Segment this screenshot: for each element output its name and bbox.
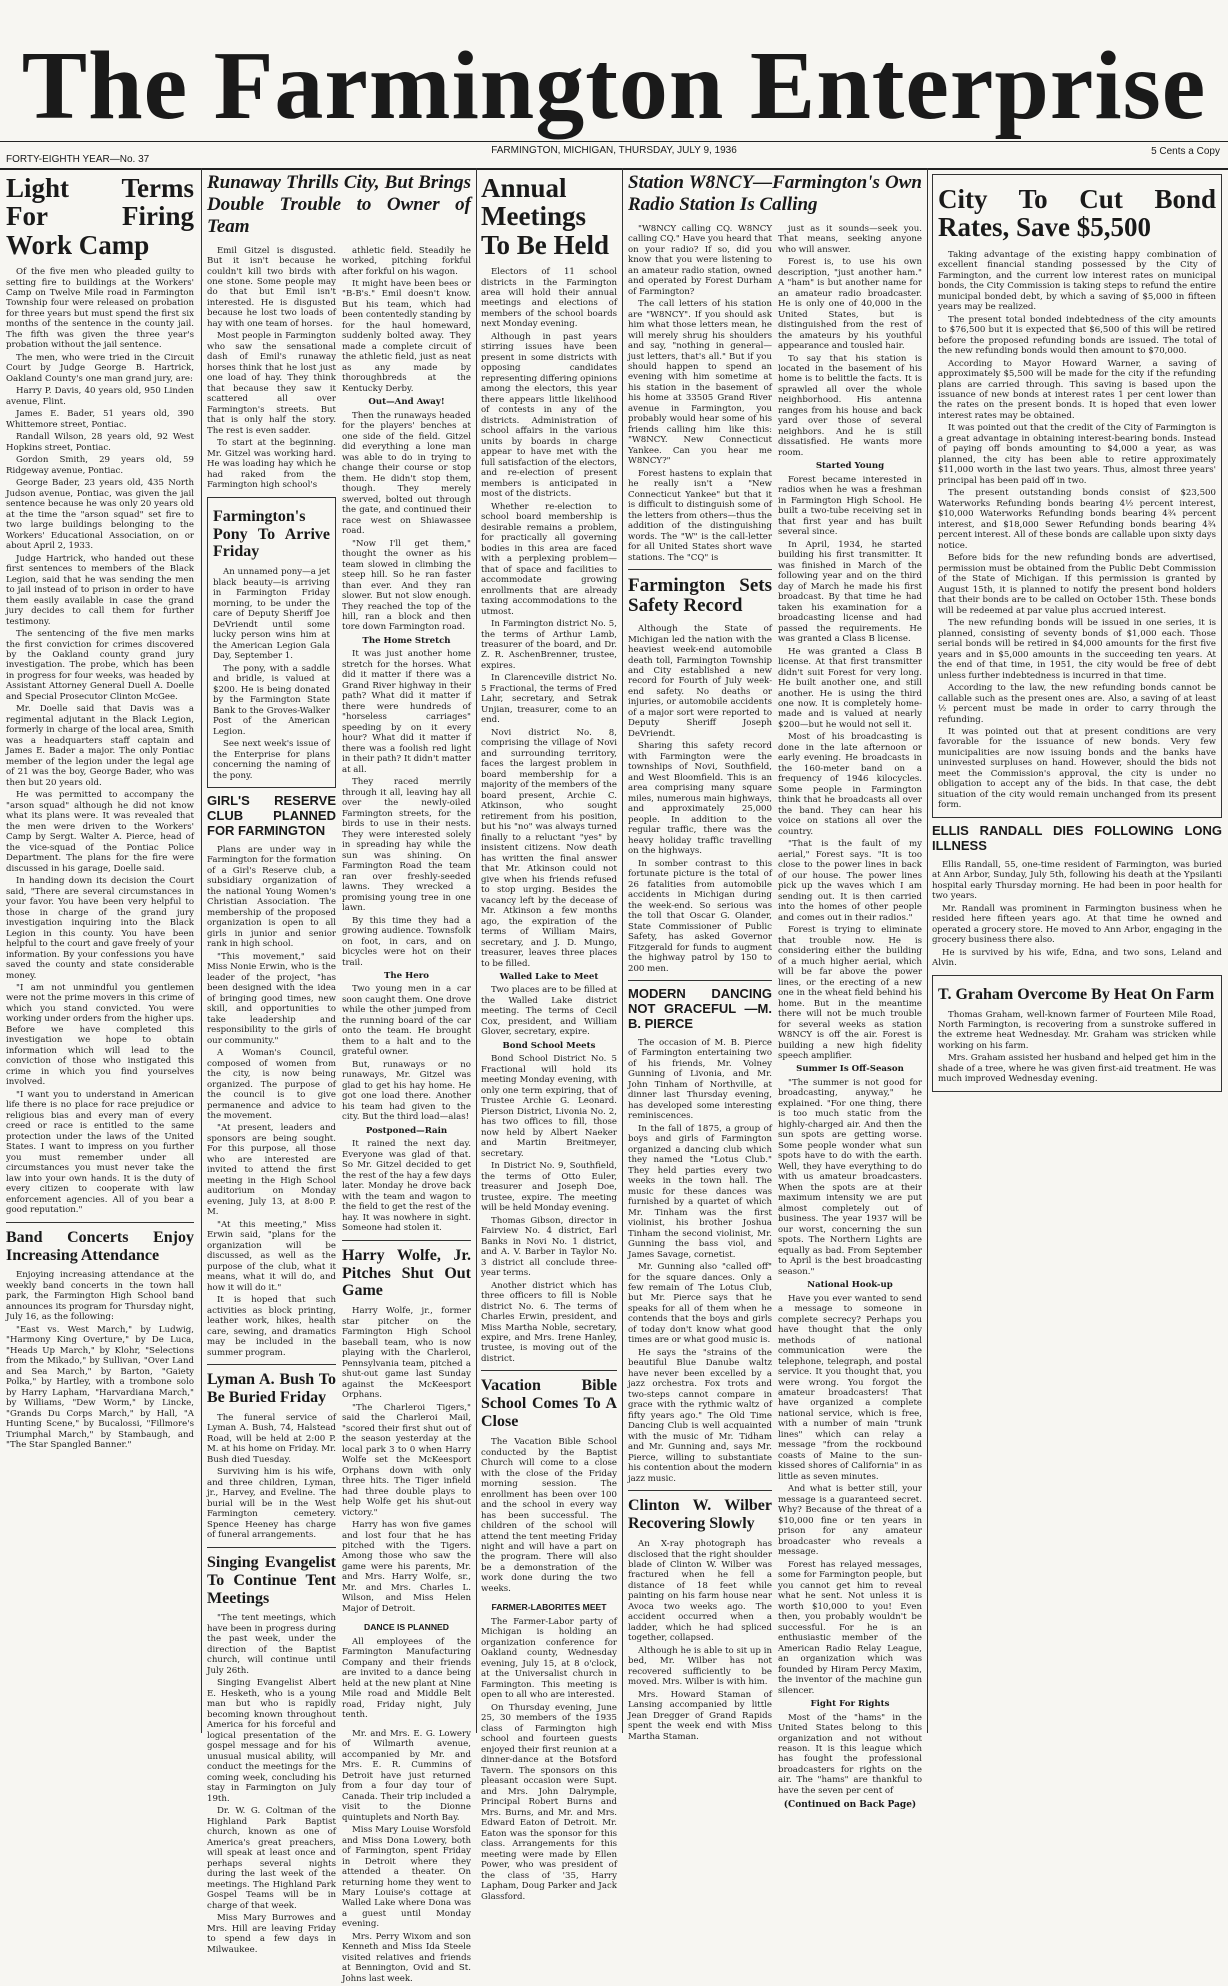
paragraph: It was just another home stretch for the horses. What did it matter if there was a Grand River highway in their path? What did it matter if there were hundreds of "horseless carriages" speeding by on it every hour? What did it matter if there was a foolish red light in their path? It didn't matter at all.: [342, 649, 471, 775]
article-modern-dancing: [628, 1038, 772, 1484]
headline-vacation-bible: Vacation Bible School Comes To A Close: [481, 1377, 617, 1431]
paragraph: Mrs. Graham assisted her husband and helped get him in the shade of a tree, where he was given first-aid treatment. He was much improved Wednesday evening.: [938, 1053, 1216, 1085]
article-pony: [213, 567, 330, 781]
paragraph: "Now I'll get them," thought the owner as his team slowed in climbing the steep hill. So he ran faster than ever. And they ran slower. But not slow enough. They reached the top of the hill, ran a block and then tore down Farmington road.: [342, 538, 471, 633]
paragraph: The sentencing of the five men marks the first conviction for crimes discovered by the Oakland county grand jury investigation. The probe, which has been in progress for four weeks, was headed by Assistant Attorney General Duell A. Doelle and Special Prosecutor Clinton McGee.: [6, 629, 194, 702]
paragraph: It is hoped that such activities as block printing, leather work, hikes, health care, sewing, and dramatics may be included in the summer program.: [207, 1295, 336, 1358]
paragraph: James E. Bader, 51 years old, 390 Whittemore street, Pontiac.: [6, 409, 194, 430]
paragraph: The men, who were tried in the Circuit Court by Judge George B. Hartrick, Oakland County's one man grand jury, are:: [6, 352, 194, 384]
subhead-walled-lake: Walled Lake to Meet: [499, 972, 599, 982]
paragraph: "That is the fault of my aerial," Forest says. "It is too close to the power lines in back of our house. The power lines pick up the waves which I am sending out. It is then carried into the homes of other people and comes out in their radios.": [778, 839, 922, 923]
paragraph: Harry P. Davis, 40 years old, 950 Linden avenue, Flint.: [6, 386, 194, 407]
headline-work-camp: Light Terms For Firing Work Camp: [6, 173, 194, 260]
article-girls-reserve: [207, 845, 336, 1358]
headline-harry-wolfe: Harry Wolfe, Jr. Pitches Shut Out Game: [342, 1246, 471, 1300]
article-band-concerts: [6, 1270, 194, 1450]
paragraph: In Farmington district No. 5, the terms of Arthur Lamb, treasurer of the board, and Dr. Z. R. AschenBrenner, trustee, expires.: [481, 619, 617, 671]
article-w8ncy-g: [778, 1713, 922, 1797]
paragraph: The funeral service of Lyman A. Bush, 74, Halstead Road, will be held at 2:00 P. M. at his home on Friday. Mr. Bush died Tuesday.: [207, 1412, 336, 1465]
article-runaway-d: [342, 649, 471, 968]
paragraph: Electors of 11 school districts in the Farmington area will hold their annual meetings and elections of members of the school boards next Monday evening.: [481, 267, 617, 330]
paragraph: "East vs. West March," by Ludwig, "Harmony King Overture," by De Luca, "Heads Up March," by Klohr, "Selections from the Mikado," by Sullivan, "Over Land and Sea March," by Barton, "Gaiety Polka," by Hartley, with a trombone solo by Harry Lapham, "Harvardiana March," by Williams, "Dew Worm," by Lincke, "Grands Du Corps March," by Hall, "A Hunting Scene," by Bucalossi, "Fillmore's Triumphal March," by Stambaugh, and "The Star Spangled Banner.": [6, 1324, 194, 1451]
volume-number: FORTY-EIGHTH YEAR—No. 37: [6, 154, 150, 165]
subhead-home-stretch: The Home Stretch: [362, 635, 451, 646]
column-rule: [622, 168, 623, 1733]
headline-ellis-randall: ELLIS RANDALL DIES FOLLOWING LONG ILLNESS: [932, 822, 1222, 853]
article-runaway-b: [342, 246, 471, 395]
paragraph: Gordon Smith, 29 years old, 59 Ridgeway avenue, Pontiac.: [6, 455, 194, 476]
article-w8ncy-f: [778, 1294, 922, 1696]
paragraph: Randall Wilson, 28 years old, 92 West Hopkins street, Pontiac.: [6, 432, 194, 453]
paragraph: Although the State of Michigan led the nation with the heaviest week-end automobile death toll, Farmington Township and City established a new record for Fourth of July week-end safety. No deaths or injuries, or automobile accidents of a major sort were reported to Deputy Sheriff Joseph DeVriendt.: [628, 624, 772, 739]
subhead-started-young: Started Young: [815, 461, 885, 472]
article-ellis-randall: [932, 860, 1222, 969]
paragraph: Miss Mary Burrowes and Mrs. Hill are leaving Friday to spend a few days in Milwaukee.: [207, 1913, 336, 1955]
article-bond-school: [481, 1054, 617, 1364]
paragraph: George Bader, 23 years old, 435 North Judson avenue, Pontiac, was given the jail sentence because he was only 20 years old at the time the "arson squad" set fire to two large buildings belonging to the Workers' Educational Association, on or about April 2, 1933.: [6, 478, 194, 552]
paragraph: Sharing this safety record with Farmington were the townships of Novi, Southfield, and West Bloomfield. This is an area comprising many square miles, numerous main highways, and approximately 25,000 people. In addition to the regular traffic, there was the heavy holiday traffic travelling on the highways.: [628, 741, 772, 857]
paragraph: To say that his station is located in the basement of his home is to belittle the facts. It is sprawled all over the whole neighborhood. His antenna ranges from his house and back yard over those of several neighbors. And he is still dissatisfied. He wants more room.: [778, 353, 922, 458]
paragraph: The present total bonded indebtedness of the city amounts to $76,500 but it is expected that $6,500 of this will be retired before the proposed refunding bonds are issued. The total of the new refunding bonds would then amount to $70,000.: [938, 314, 1216, 357]
paragraph: Harry Wolfe, jr., former star pitcher on the Farmington High School baseball team, who is now playing with the Charleroi, Pennsylvania team, pitched a shut-out game last Sunday against the McKeesport Orphans.: [342, 1306, 471, 1401]
paragraph: Most of his broadcasting is done in the late afternoon or early evening. He broadcasts in the 160-meter band on a frequency of 1946 kilocycles. Some people in Farmington think that he broadcasts all over the band. They can hear his voice on stations all over the country.: [778, 732, 922, 837]
paragraph: It might have been bees or "B-B's." Emil doesn't know. But his team, which had been contentedly standing by for the haul homeward, suddenly bolted away. They made a complete circuit of the athletic field, just as neat as any made by thoroughbreds at the Kentucky Derby.: [342, 278, 471, 394]
paragraph: "This movement," said Miss Nonie Erwin, who is the leader of the project, "has been designed with the idea of bringing good times, new skill, and opportunities to take leadership and responsibility to the girls of our community.": [207, 951, 336, 1046]
paragraph: By this time they had a growing audience. Townsfolk on foot, in cars, and on bicycles were hot on their trail.: [342, 915, 471, 968]
paragraph: The Farmer-Labor party of Michigan is holding an organization conference for Oakland county, Wednesday evening, July 15, at 8 o'clock, at the Universalist church in Farmington. This meeting is open to all who are interested.: [481, 1616, 617, 1701]
column-5: [932, 168, 1222, 1733]
subhead-off-season: Summer Is Off-Season: [796, 1064, 904, 1075]
paragraph: An unnamed pony—a jet black beauty—is arriving in Farmington Friday morning, to be under the care of Deputy Sheriff Joe DeVriendt until some lucky person wins him at the American Legion Gala Day, September 1.: [213, 567, 330, 662]
paragraph: Forest has relayed messages, some for Farmington people, but you cannot get him to reveal what he sent. Not unless it is worth $10,000 to you! Even then, you probably wouldn't be successful. For he is an enthusiastic member of the American Radio Relay League, an organization which was founded by Hiram Percy Maxim, the inventor of the machine gun silencer.: [778, 1559, 922, 1696]
paragraph: Most people in Farmington who saw the sensational dash of Emil's runaway horses think that he lost just one load of hay. They think that because they saw it scattered all over Farmington's streets. But that is only half the story. The rest is even sadder.: [207, 331, 336, 436]
paragraph: He was granted a Class B license. At that first transmitter didn't suit Forest for very long. He built another one, and still another. He is using the third one now. It is completely home-made and is valued at nearly $200—but he would not sell it.: [778, 646, 922, 730]
paragraph: According to Mayor Howard Warner, a saving of approximately $5,500 will be made for the city if the refunding plans are carried through. This saving is based upon the issuance of new bonds at interest rates 1 per cent lower than the rates on the present bonds. It is hoped that even lower interest rates may be obtained.: [938, 358, 1216, 421]
article-walled-lake: [481, 985, 617, 1037]
paragraph: "I am not unmindful you gentlemen were not the prime movers in this crime of which you stand convicted. You were working under orders from the higher ups. Before we have completed this investigation we hope to obtain information which will lead to the conviction of those who instigated this crime in which you find yourselves involved.: [6, 983, 194, 1088]
paragraph: Have you ever wanted to send a message to someone in complete secrecy? Perhaps you have thought that the only methods of national communication were the telephone, telegraph, and postal service. It you thought that, you were wrong. You forgot the amateur broadcasters! That have organized a complete national service, which is free, with a number of main "trunk lines" which can relay a message "from the rockbound coasts of Maine to the sun-kissed shores of California" in as little as seven minutes.: [778, 1293, 922, 1482]
paragraph: Another district which has three officers to fill is Noble district No. 6. The terms of Charles Erwin, president, and Miss Martha Noble, secretary, expire, and Mrs. Irene Hanley, trustee, is moving out of the district.: [481, 1280, 617, 1364]
paragraph: Taking advantage of the existing happy combination of excellent financial standing possessed by the City of Farmington, and the current low interest rates on municipal bonds, the City Commission is taking steps to refund the entire municipal bonded debt, by which a saving of $5,000 in fifteen years may be realized.: [938, 249, 1216, 313]
headline-bond-rates: City To Cut Bond Rates, Save $5,500: [938, 184, 1216, 243]
paragraph: In somber contrast to this fortunate picture is the total of 26 fatalities from automobile accidents in Michigan during the week-end. So serious was the toll that Oscar G. Olander, State Commissioner of Public Safety, has asked Governor Fitzgerald for funds to augment the highway patrol by 150 to 200 men.: [628, 858, 772, 974]
paragraph: "At this meeting," Miss Erwin said, "plans for the organization will be discussed, as well as the purpose of the club, what it means, what it will do, and how it will do it.": [207, 1219, 336, 1293]
headline-graham: T. Graham Overcome By Heat On Farm: [938, 985, 1215, 1003]
paragraph: Dr. W. G. Coltman of the Highland Park Baptist church, known as one of America's great preachers, will speak at least once and perhaps several nights during the last week of the meetings. The Highland Park Gospel Teams will be in charge of that week.: [207, 1806, 336, 1911]
headline-dance-planned: DANCE IS PLANNED: [364, 1622, 449, 1633]
headline-annual-meetings: Annual Meetings To Be Held: [481, 173, 610, 260]
article-farmer-laborites: [481, 1617, 617, 1902]
article-dance-planned: [342, 1637, 471, 1721]
paragraph: "W8NCY calling CQ. W8NCY calling CQ." Have you heard that on your radio? If so, did you know that you were listening to an amateur radio station, owned and operated by Forest Durham of Farmington?: [628, 223, 772, 297]
column-3: [481, 168, 617, 1902]
paragraph: Two young men in a car soon caught them. One drove while the other jumped from the running board of the car onto the team. He brought them to a halt and to the grateful owner.: [342, 984, 471, 1058]
article-w8ncy-c: [778, 475, 922, 645]
subhead-hero: The Hero: [384, 970, 429, 981]
price: 5 Cents a Copy: [1151, 146, 1220, 157]
headline-lyman-bush: Lyman A. Bush To Be Buried Friday: [207, 1371, 336, 1407]
paragraph: The present outstanding bonds consist of $23,500 Waterworks Refunding bonds bearing 4½ percent interest, $10,000 Waterworks Refunding bonds bearing 4¾ percent interest, and $18,000 Sewer Refunding bonds bearing 4¾ percent interest. All of these bonds are callable upon sixty days notice.: [938, 488, 1216, 551]
paragraph: Thomas Graham, well-known farmer of Fourteen Mile Road, North Farmington, is recovering from a sunstroke suffered in the extreme heat Wednesday. Mr. Graham was stricken while working on his farm.: [938, 1009, 1216, 1051]
headline-safety-record: Farmington Sets Safety Record: [628, 575, 772, 617]
paragraph: A Woman's Council, composed of women from the city, is now being organized. The purpose of the council is to give permanence and advice to the movement.: [207, 1048, 336, 1121]
paragraph: Mrs. Perry Wixom and son Kenneth and Miss Ida Steele visited relatives and friends at Bennington, Ovid and St. Johns last week.: [342, 1931, 471, 1984]
article-runaway-a: [207, 246, 336, 491]
paragraph: Ellis Randall, 55, one-time resident of Farmington, was buried at Ann Arbor, Sunday, July 5th, following his death at the Ypsilanti hospital early Thursday morning. He had been in poor health for two years.: [932, 859, 1222, 902]
article-runaway-f: [342, 1139, 471, 1233]
continued-note: (Continued on Back Page): [783, 1800, 917, 1811]
paragraph: Although in past years stirring issues have been present in some districts with opposing candidates representing differing opinions among the electors, this year there appears little likelihood of contests in any of the districts. Administration of school affairs in the various units by boards in charge appear to have met with the full satisfaction of the electors, and re-election of present members is anticipated in most of the districts.: [481, 331, 617, 500]
paragraph: He was permitted to accompany the "arson squad" although he did not know what its plans were. It was revealed that the men were driven to the Workers' Camp by Sergt. Walter A. Pierce, head of the vice-squad of the Pontiac Police Department. The plans for the fire were discussed in his garage, Doelle said.: [6, 790, 194, 874]
paragraph: See next week's issue of the Enterprise for plans concerning the naming of the pony.: [213, 739, 330, 781]
paragraph: Forest is, to use his own description, "just another ham." A "ham" is but another name for an amateur radio broadcaster. He is only one of 40,000 in the United States, but is distinguished from the rest of the amateurs by his youthful appearance and tousled hair.: [778, 257, 922, 352]
column-rule: [927, 168, 928, 1733]
paragraph: Before bids for the new refunding bonds are advertised, permission must be obtained from the Public Debt Commission of the State of Michigan. If this permission is granted by August 15th, it is planned to notify the present bond holders that their bonds are to be called on October 15th. These bonds will be redeemed at par value plus accrued interest.: [938, 553, 1216, 616]
paragraph: Miss Mary Louise Worsfold and Miss Dona Lowery, both of Farmington, spent Friday in Detroit where they attended a theater. On returning home they went to Mary Louise's cottage at Walled Lake where Dona was a guest until Monday evening.: [342, 1825, 471, 1930]
paragraph: The pony, with a saddle and bridle, is valued at $200. He is being donated by the Farmington State Bank to the Groves-Walker Post of the American Legion.: [213, 663, 330, 737]
paragraph: It was pointed out that the credit of the City of Farmington is a great advantage in obtaining interest-bearing bonds. Instead of paying off bonds amounting to $4,000 a year, as was planned, the city has been able to retire approximately $11,000 worth in the last two years. Thus, almost three years' principal has been paid off in two.: [938, 423, 1216, 486]
paragraph: Mr. Randall was prominent in Farmington business when he resided here fifteen years ago. At that time he owned and operated a grocery store. He moved to Ann Arbor, engaging in the grocery business there also.: [932, 903, 1222, 946]
subhead-out-and-away: Out—And Away!: [368, 397, 445, 408]
paragraph: Of the five men who pleaded guilty to setting fire to buildings at the Workers' Camp on Twelve Mile road in Farmington Township four were released on probation for three years but must spend the first six months of the sentence in the county jail. The fifth was given the three year's probation without the jail sentence.: [6, 267, 194, 351]
article-w8ncy-b: [778, 224, 922, 459]
paragraph: "The tent meetings, which have been in progress during the past week, under the direction of the Baptist church, will continue until July 26th.: [207, 1613, 336, 1676]
article-w8ncy-d: [778, 647, 922, 1062]
article-runaway-e: [342, 984, 471, 1122]
paragraph: Although he is able to sit up in bed, Mr. Wilber has not recovered sufficiently to be moved. Mrs. Wilber is with him.: [628, 1645, 772, 1688]
paragraph: Bond School District No. 5 Fractional will hold its meeting Monday evening, with only one term expiring, that of Trustee Archie G. Leonard. Pierson District, Livonia No. 2, has two offices to fill, those now held by Albert Naeker and Martin Breitmeyer, secretary.: [481, 1054, 617, 1159]
headline-girls-reserve: GIRL'S RESERVE CLUB PLANNED FOR FARMINGTON: [207, 793, 336, 838]
paragraph: But, runaways or no runaways, Mr. Gitzel was glad to get his hay home. He got one load there. Another his team had given to the city. But the third load—alas!: [342, 1059, 471, 1123]
article-bond-rates: [938, 250, 1216, 811]
headline-band-concerts: Band Concerts Enjoy Increasing Attendance: [6, 1228, 194, 1264]
headline-farmer-laborites: FARMER-LABORITES MEET: [491, 1602, 607, 1613]
paragraph: Mr. Gunning also "called off" for the square dances. Only a few remain of The Lotus Club, but Mr. Pierce says that he speaks for all of them when he contends that the boys and girls of today don't know what good times are or what good music is.: [628, 1262, 772, 1346]
paragraph: Plans are under way in Farmington for the formation of a Girl's Reserve club, a subsidiary organization of the national Young Women's Christian Association. The membership of the proposed organization is open to all girls in junior and senior rank in high school.: [207, 844, 336, 950]
paragraph: "The Charleroi Tigers," said the Charleroi Mail, "scored their first shut out of the season yesterday at the local park 3 to 0 when Harry Wolfe set the McKeesport Orphans down with only three hits. The Tiger infield had three double plays to help Wolfe get his shut-out victory.": [342, 1402, 471, 1518]
dateline-bar: [0, 141, 1228, 170]
paragraph: To start at the beginning. Mr. Gitzel was working hard. He was loading hay which he had raked from the Farmington high school's: [207, 438, 336, 491]
column-1: [6, 168, 194, 1733]
paragraph: Most of the "hams" in the United States belong to this organization and not without reason. It is this league which has fought the professional broadcasters for rights on the air. The "hams" are thankful to have the seven per cent of: [778, 1712, 922, 1796]
paragraph: In District No. 9, Southfield, the terms of Otto Euler, treasurer and Joseph Doe, trustee, expire. The meeting will be held Monday evening.: [481, 1161, 617, 1214]
headline-singing-evangelist: Singing Evangelist To Continue Tent Meetings: [207, 1553, 336, 1607]
paragraph: An X-ray photograph has disclosed that the right shoulder blade of Clinton W. Wilber was fractured when he fell a distance of 18 feet while painting on his farm house near Avoca two weeks ago. The accident occurred when a ladder, which he had spliced together, collapsed.: [628, 1539, 772, 1644]
paragraph: On Thursday evening, June 25, 30 members of the 1935 class of Farmington high school and fourteen guests enjoyed their first reunion at a dinner-dance at the Botsford Tavern. The sponsors on this pleasant occasion were Supt. and Mrs. John Dalrymple, Principal Robert Burns and Mrs. Burns, and Mr. and Mrs. Edward Eaton of Detroit. Mr. Eaton was the sponsor for this class. Arrangements for this meeting were made by Ellen Power, who was president of the class of '35, Harry Lapham, Doug Parker and Jack Glassford.: [481, 1702, 617, 1902]
column-2: [207, 168, 471, 1984]
paragraph: just as it sounds—seek you. That means, seeking anyone who will answer.: [778, 223, 922, 255]
subhead-national-hookup: National Hook-up: [807, 1280, 893, 1291]
subhead-postponed: Postponed—Rain: [365, 1125, 448, 1136]
paragraph: The new refunding bonds will be issued in one series, it is planned, consisting of seventy bonds of $1,000 each. Those serial bonds will be retired in $4,000 amounts for the first five years and in $5,000 amounts in the succeeding ten years. At the end of that time, in 1951, the city would be free of debt unless further indebtedness is incurred in that time.: [938, 618, 1216, 681]
article-singing-evangelist: [207, 1613, 336, 1955]
article-lowery: [342, 1729, 471, 1985]
paragraph: Surviving him is his wife, and three children, Lyman, jr., Harvey, and Eveline. The burial will be in the West Farmington cemetery. Spence Heeney has charge of funeral arrangements.: [207, 1467, 336, 1541]
article-vacation-bible: [481, 1437, 617, 1594]
article-annual-meetings: [481, 267, 617, 969]
subhead-bond-school: Bond School Meets: [502, 1040, 596, 1051]
article-runaway-c: [342, 411, 471, 633]
paragraph: Forest became interested in radios when he was a freshman in Farmington High School. He built a two-tube receiving set in that first year and has built several since.: [778, 474, 922, 538]
paragraph: Novi district No. 8, comprising the village of Novi and surrounding territory, faces the largest problem in board membership for a majority of the members of the board present, Archie C. Atkinson, who sought retirement from his position, but his "no" was always turned finally to a reluctant "yes" by insistent citizens. Now death has written the final answer that Mr. Atkinson could not give when his friends refused to stop urging. Besides the vacancy left by the decease of Mr. Atkinson a few months ago, the expiration of the terms of William Mairs, secretary, and J. D. Mungo, treasurer, leaves three places to be filled.: [481, 727, 617, 969]
paragraph: All employees of the Farmington Manufacturing Company and their friends are invited to a dance being held at the new plant at Nine Mile road and Middle Belt road, Friday night, July tenth.: [342, 1636, 471, 1721]
paragraph: Mr. and Mrs. E. G. Lowery of Wilmarth avenue, accompanied by Mr. and Mrs. E. R. Cummins of Detroit have just returned from a four day tour of Canada. Their trip included a visit to the Dionne quintuplets and North Bay.: [342, 1728, 471, 1823]
paragraph: He says the "strains of the beautiful Blue Danube waltz have never been excelled by a jazz orchestra. Fox trots and two-steps cannot compare in grace with the rythmic waltz of fifty years ago." The Old Time Dancing Club is well acquainted with the music of Mr. Tidham and Mr. Gunning and, says Mr. Pierce, willing to substantiate his contention about the modern jazz music.: [628, 1347, 772, 1484]
column-rule: [201, 168, 202, 1733]
paragraph: In the fall of 1875, a group of boys and girls of Farmington organized a dancing club which they named the "Lotus Club." They held parties every two weeks in the town hall. The music for these dances was furnished by a quartet of which Mr. Tinham was the first violinist, his brother Joshua Tinham the second violinist, Mr. Gunning the bass viol, and James Savage, cornetist.: [628, 1123, 772, 1260]
place-date: FARMINGTON, MICHIGAN, THURSDAY, JULY 9, 1936: [491, 145, 737, 156]
article-work-camp: [6, 267, 194, 1216]
headline-runaway: Runaway Thrills City, But Brings Double Trouble to Owner of Team: [207, 172, 471, 237]
paragraph: Thomas Gibson, director in Fairview No. 4 district, Earl Banks in Novi No. 1 district, and A. V. Barber in Taylor No. 3 district all conclude three-year terms.: [481, 1215, 617, 1279]
paragraph: According to the law, the new refunding bonds cannot be callable such as the present ones are. Also, a saving of at least ½ percent must be made in order to carry through the refunding.: [938, 683, 1216, 725]
paragraph: Enjoying increasing attendance at the weekly band concerts in the town hall park, the Farmington High School band announces its program for Thursday night, July 16, as the following:: [6, 1270, 194, 1323]
column-4: [628, 168, 922, 1811]
paragraph: athletic field. Steadily he worked, pitching forkful after forkful on his wagon.: [342, 245, 471, 277]
paragraph: And what is better still, your message is a guaranteed secret. Why? Because of the threat of a $10,000 fine or ten years in prison for any amateur broadcaster who reveals a message.: [778, 1484, 922, 1558]
paragraph: Mr. Doelle said that Davis was a regimental adjutant in the Black Legion, formerly in charge of the local area, Smith was a headquarters staff captain and James E. Bader a major. The only Pontiac member of the legion under the legal age of 21 was the boy, George Bader, who was then but 20 years old.: [6, 704, 194, 788]
headline-modern-dancing: MODERN DANCING NOT GRACEFUL —M. B. PIERCE: [628, 986, 772, 1031]
paragraph: It rained the next day. Everyone was glad of that. So Mr. Gitzel decided to get the rest of the hay a few days later. Monday he drove back with the team and wagon to the field to get the rest of the hay. It was nowhere in sight. Someone had stolen it.: [342, 1139, 471, 1234]
paragraph: "At present, leaders and sponsors are being sought. For this purpose, all those who are interested are invited to attend the first meeting in the High School auditorium on Monday evening, July 13, at 8:00 P. M.: [207, 1123, 336, 1218]
paragraph: Whether re-election to school board membership is desirable remains a problem, for practically all governing bodies in this area are faced with a perplexing problem—that of space and facilities to accommodate growing enrollments that are already taxing accommodations to the utmost.: [481, 501, 617, 617]
paragraph: Two places are to be filled at the Walled Lake district meeting. The terms of Cecil Cox, president, and William Glover, secretary, expire.: [481, 985, 617, 1038]
paragraph: In handing down its decision the Court said, "There are several circumstances in your favor. You have been very helpful to those in charge of the grand jury investigation inquiring into the Black Legion in this county. You have been helpful to the court and gave freely of your information. By your confessions you have saved the county and state considerable money.: [6, 876, 194, 981]
article-safety-record: [628, 624, 772, 974]
headline-w8ncy: Station W8NCY—Farmington's Own Radio Station Is Calling: [628, 172, 922, 215]
paragraph: Then the runaways headed for the players' benches at one side of the field. Gitzel did everything a lone man was able to do in trying to change their course or stop them. He didn't stop them, though. They merely swerved, bolted out through the gate, and continued their race west on Shiawassee road.: [342, 410, 471, 537]
paragraph: Judge Hartrick, who handed out these first sentences to members of the Black Legion, said that he was sending the men to jail instead of to prison in order to have them easily available in case the grand jury decides to call them for further testimony.: [6, 553, 194, 627]
article-w8ncy-a: [628, 224, 772, 564]
paragraph: He is survived by his wife, Edna, and two sons, Leland and Alvin.: [932, 947, 1222, 969]
masthead: The Farmington Enterprise: [21, 32, 1207, 140]
paragraph: The call letters of his station are "W8NCY". If you should ask him what those letters mean, he will merely shrug his shoulders and say, "nothing in general—just letters, that's all." But if you should happen to spend an evening with him sometime at his station in the basement of his home at 33505 Grand River avenue in Farmington, you probably would hear some of his friends calling him like this: "W8NCY. New Connecticut Yankee. Can you hear me W8NCY?": [628, 299, 772, 467]
paragraph: They raced merrily through it all, leaving hay all over the newly-oiled Farmington streets, for the birds to use in their nests. They were interested solely in spreading hay while the sun was shining. On Farmington Road the team ran over freshly-seeded lawns. They wrecked a promising young tree in one lawn.: [342, 777, 471, 914]
article-w8ncy-e: [778, 1078, 922, 1277]
paragraph: Forest hastens to explain that he really isn't a "New Connecticut Yankee" but that it is difficult to distinguish some of the letters from others—thus the addition of the distinguishing words. The "W" is the call-letter for all United States short wave stations. The "CQ" is: [628, 468, 772, 563]
article-lyman-bush: [207, 1413, 336, 1541]
paragraph: In April, 1934, he started building his first transmitter. It was finished in March of the following year and on the third day of March he made his first broadcast. By that time he had taken his examination for a broadcasting license and had passed the requirements. He was granted a Class B license.: [778, 539, 922, 645]
article-harry-wolfe: [342, 1306, 471, 1614]
paragraph: Forest is trying to eliminate that trouble now. He is considering either the building of a much higher aerial, which will be far above the power lines, or the erecting of a new one in the wheat field behind his home. But in the meantime there will not be much trouble for several weeks as station W8NCY is off the air. Forest is building a new high fidelity speech amplifier.: [778, 925, 922, 1061]
paragraph: Mrs. Howard Staman of Lansing accompanied by little Jean Dregger of Grand Rapids spent the week end with Miss Martha Staman.: [628, 1689, 772, 1742]
paragraph: In Clarenceville district No. 5 Fractional, the terms of Fred Lahr, secretary, and Setrak Unjian, treasurer, come to an end.: [481, 673, 617, 726]
paragraph: "The summer is not good for broadcasting, anyway," he explained. "For one thing, there is too much static from the highly-charged air. And then the sun spots are getting worse. Some people wonder what sun spots have to do with the earth. Well, they have everything to do with us amateur broadcasters. When the spots are at their maximum intensity we are put almost completely out of business. The year 1937 will be our worst, concerning the sun spots. The Northern Lights are equally as bad. From September to April is the best broadcasting season.": [778, 1077, 922, 1277]
paragraph: It was pointed out that at present conditions are very favorable for the issuance of new bonds. Very few municipalities are now issuing bonds and the banks have uninvested surpluses on hand. However, should the bids not meet the Commission's approval, the city is under no obligation to accept any of the bids. In that case, the debt situation of the city would remain unchanged from its present form.: [938, 727, 1216, 811]
article-graham: [938, 1010, 1216, 1085]
headline-clinton-wilber: Clinton W. Wilber Recovering Slowly: [628, 1497, 772, 1533]
headline-pony: Farmington's Pony To Arrive Friday: [213, 507, 330, 561]
article-clinton-wilber: [628, 1539, 772, 1742]
paragraph: The occasion of M. B. Pierce of Farmington entertaining two of his friends, Mr. Volney Gunning of Livonia, and Mr. John Tinham of Northville, at dinner last Thursday evening, has developed some interesting reminiscences.: [628, 1037, 772, 1122]
paragraph: The Vacation Bible School conducted by the Baptist Church will come to a close with the close of the Friday morning session. The enrollment has been over 100 and the school in every way has been successful. The children of the school will attend the tent meeting Friday night and will have a part on the program. There will also be a demonstration of the work done during the two weeks.: [481, 1437, 617, 1594]
paragraph: Singing Evangelist Albert E. Hesketh, who is a young man but who is rapidly becoming known throughout America for his forceful and logical presentation of the gospel message and for his unusual musical ability, will conduct the meetings for the coming week, concluding his stay in Farmington on July 19th.: [207, 1678, 336, 1804]
paragraph: "I want you to understand in American life there is no place for race prejudice or religious bias and every man of every creed or race is entitled to the same protection under the laws of the United States. I want to impress on you further you must remember under all circumstances you must never take the law into your own hands. It is the duty of every citizen to cooperate with law enforcement agencies. All of you bear a good reputation.": [6, 1089, 194, 1216]
subhead-fight-for-rights: Fight For Rights: [810, 1699, 890, 1710]
paragraph: Emil Gitzel is disgusted. But it isn't because he couldn't kill two birds with one stone. Some people may do that but Emil isn't interested. He is disgusted because he lost two loads of hay with one team of horses.: [207, 245, 336, 329]
paragraph: Harry has won five games and lost four that he has pitched with the Tigers. Among those who saw the game were his parents, Mr. and Mrs. Harry Wolfe, sr., Mr. and Mrs. Charles L. Wilson, and Miss Helen Major of Detroit.: [342, 1520, 471, 1614]
column-rule: [476, 168, 477, 1733]
